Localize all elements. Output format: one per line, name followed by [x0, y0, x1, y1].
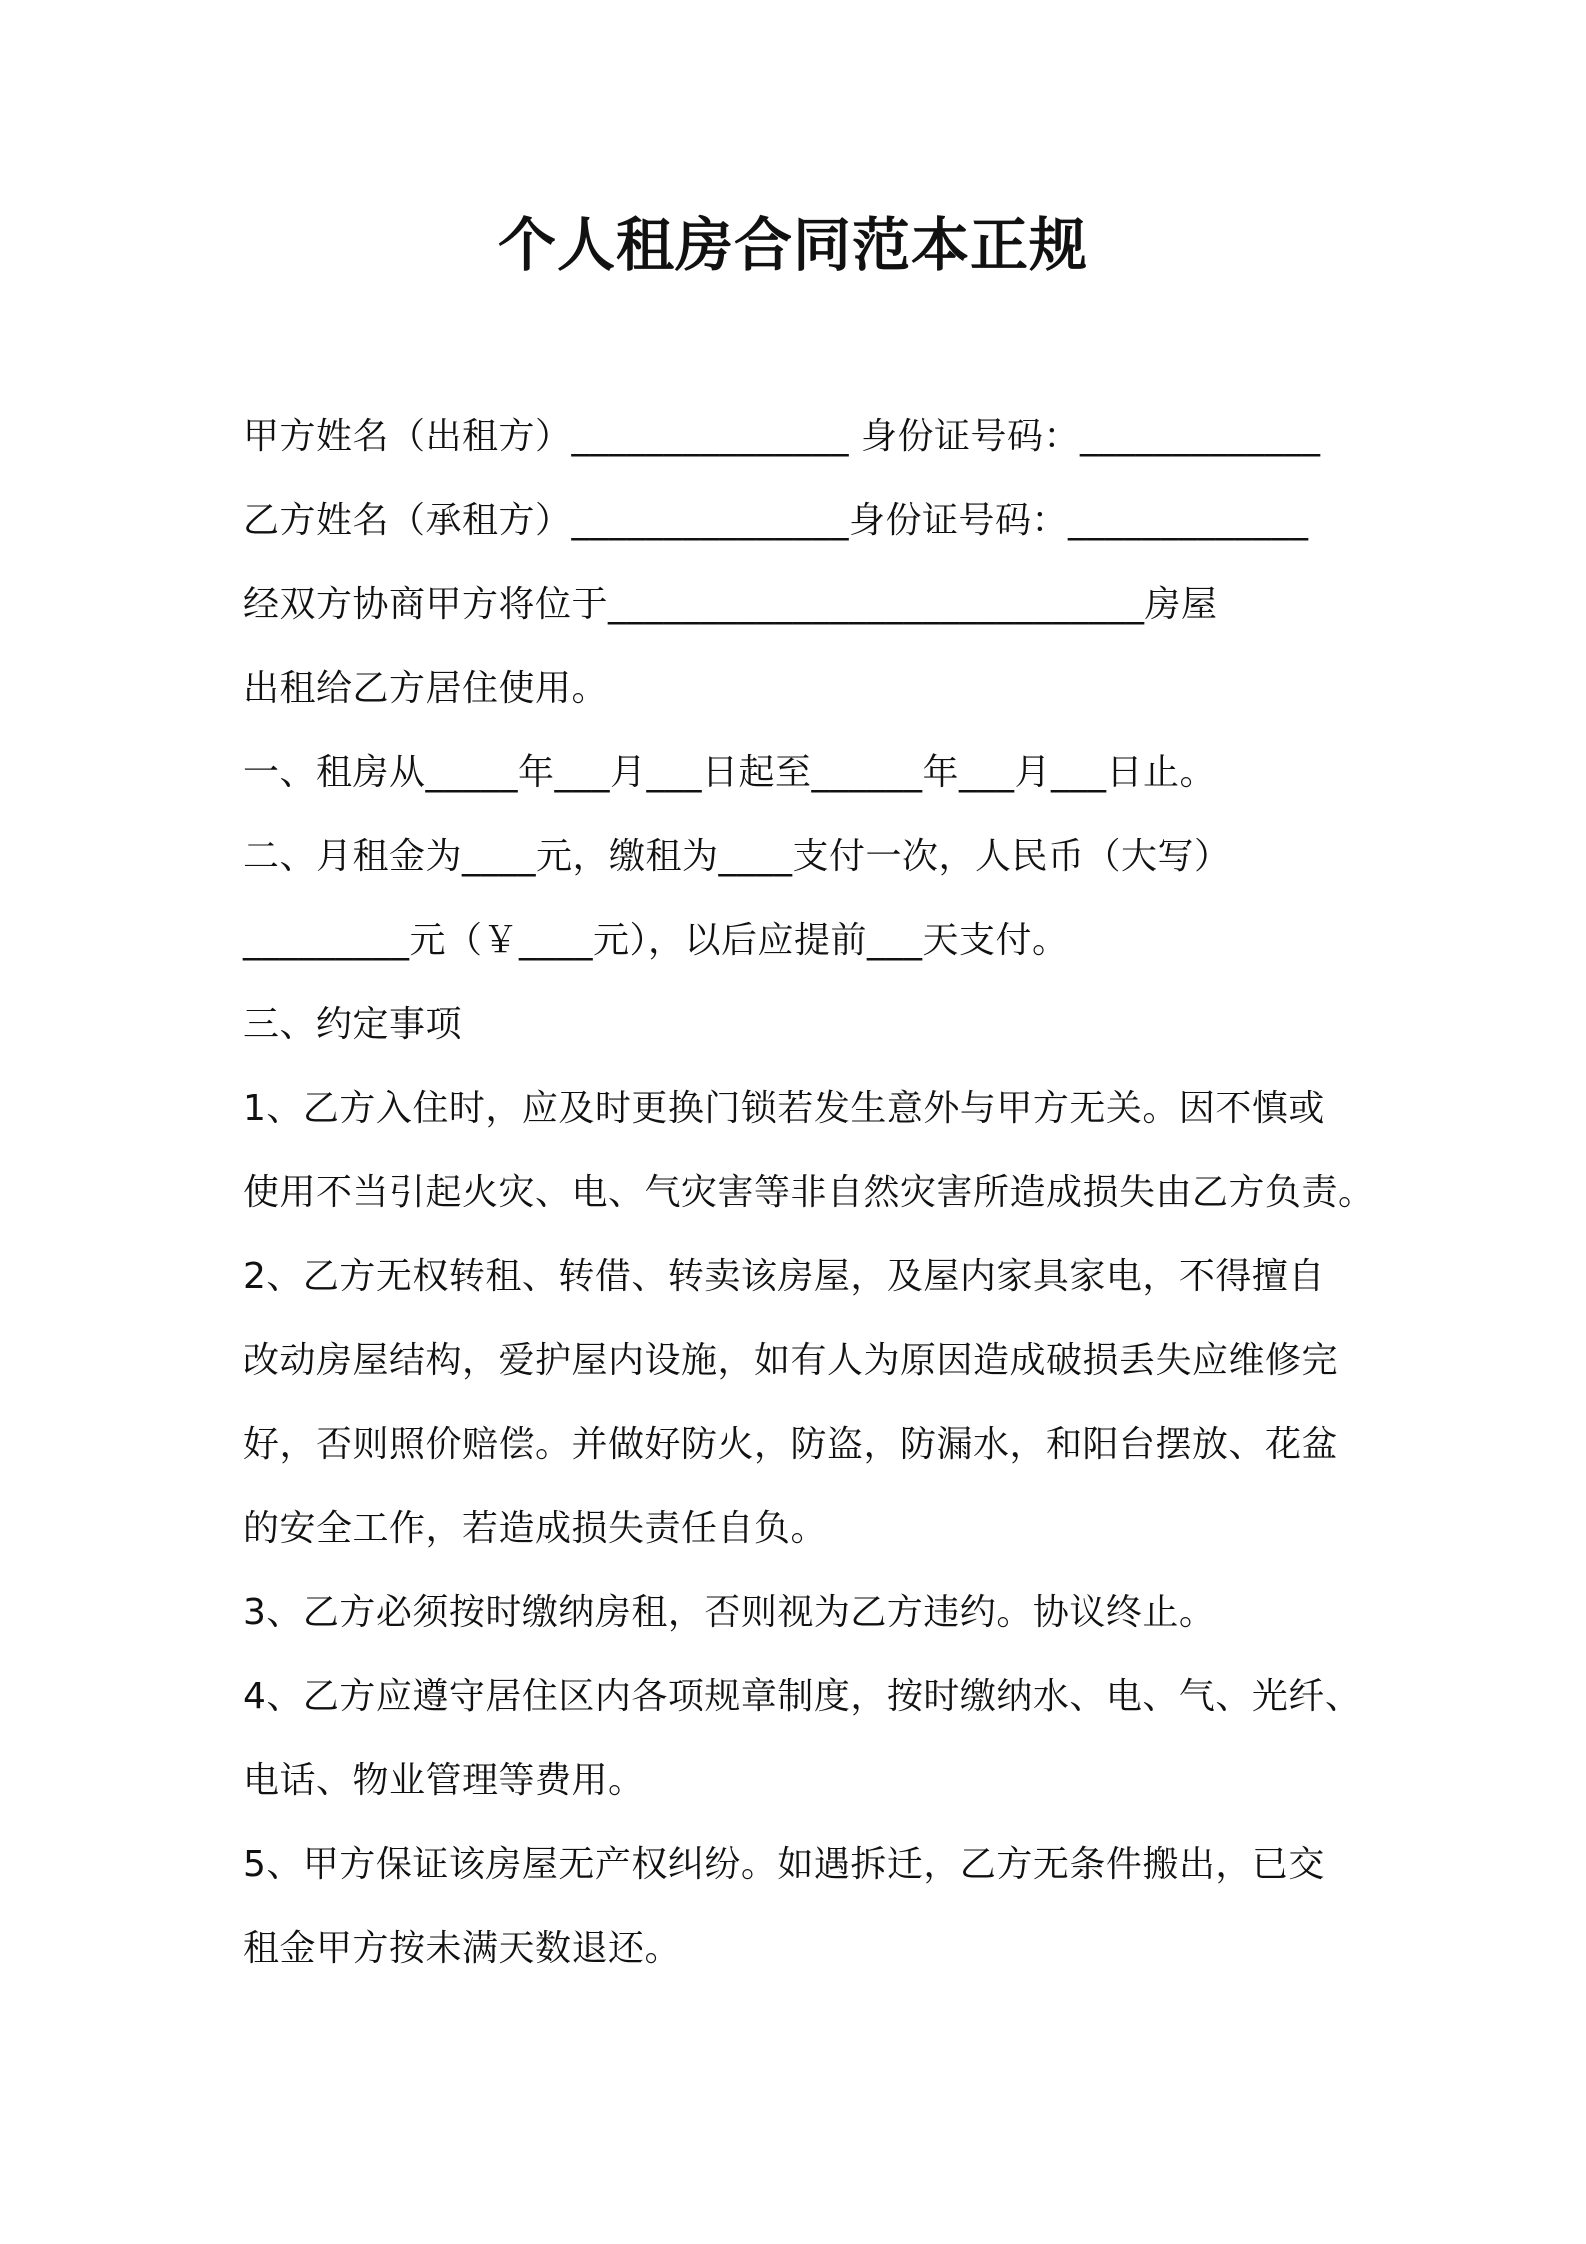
- agreement-1-line-2: 使用不当引起火灾、电、气灾害等非自然灾害所造成损失由乙方负责。: [243, 1172, 1375, 1213]
- property-location-line: 经双方协商甲方将位于_____________________________房屋: [243, 584, 1218, 625]
- agreement-4-line-2: 电话、物业管理等费用。: [243, 1760, 645, 1801]
- clause-term-line: 一、租房从_____年___月___日起至______年___月___日止。: [243, 752, 1217, 793]
- agreement-2-line-3: 好，否则照价赔偿。并做好防火，防盗，防漏水，和阳台摆放、花盆: [243, 1424, 1339, 1465]
- agreement-5-line-2: 租金甲方按未满天数退还。: [243, 1928, 682, 1969]
- clause-rent-line-2: _________元（￥____元），以后应提前___天支付。: [243, 920, 1069, 961]
- document-title: 个人租房合同范本正规: [497, 211, 1088, 279]
- agreement-2-line-2: 改动房屋结构，爱护屋内设施，如有人为原因造成破损丢失应维修完: [243, 1340, 1339, 1381]
- agreement-4-line-1: 4、乙方应遵守居住区内各项规章制度，按时缴纳水、电、气、光纤、: [243, 1676, 1362, 1717]
- party-a-line: 甲方姓名（出租方）_______________ 身份证号码：_____________: [243, 416, 1321, 457]
- clause-rent-line-1: 二、月租金为____元，缴租为____支付一次，人民币（大写）: [243, 836, 1231, 877]
- agreement-5-line-1: 5、甲方保证该房屋无产权纠纷。如遇拆迁，乙方无条件搬出，已交: [243, 1844, 1325, 1885]
- party-b-line: 乙方姓名（承租方）_______________身份证号码：_____________: [243, 500, 1309, 541]
- section-heading-agreements: 三、约定事项: [243, 1004, 463, 1045]
- agreement-3-line: 3、乙方必须按时缴纳房租，否则视为乙方违约。协议终止。: [243, 1592, 1216, 1633]
- agreement-1-line-1: 1、乙方入住时，应及时更换门锁若发生意外与甲方无关。因不慎或: [243, 1088, 1325, 1129]
- agreement-2-line-1: 2、乙方无权转租、转借、转卖该房屋，及屋内家具家电，不得擅自: [243, 1256, 1325, 1297]
- agreement-2-line-4: 的安全工作，若造成损失责任自负。: [243, 1508, 828, 1549]
- property-usage-line: 出租给乙方居住使用。: [243, 668, 609, 709]
